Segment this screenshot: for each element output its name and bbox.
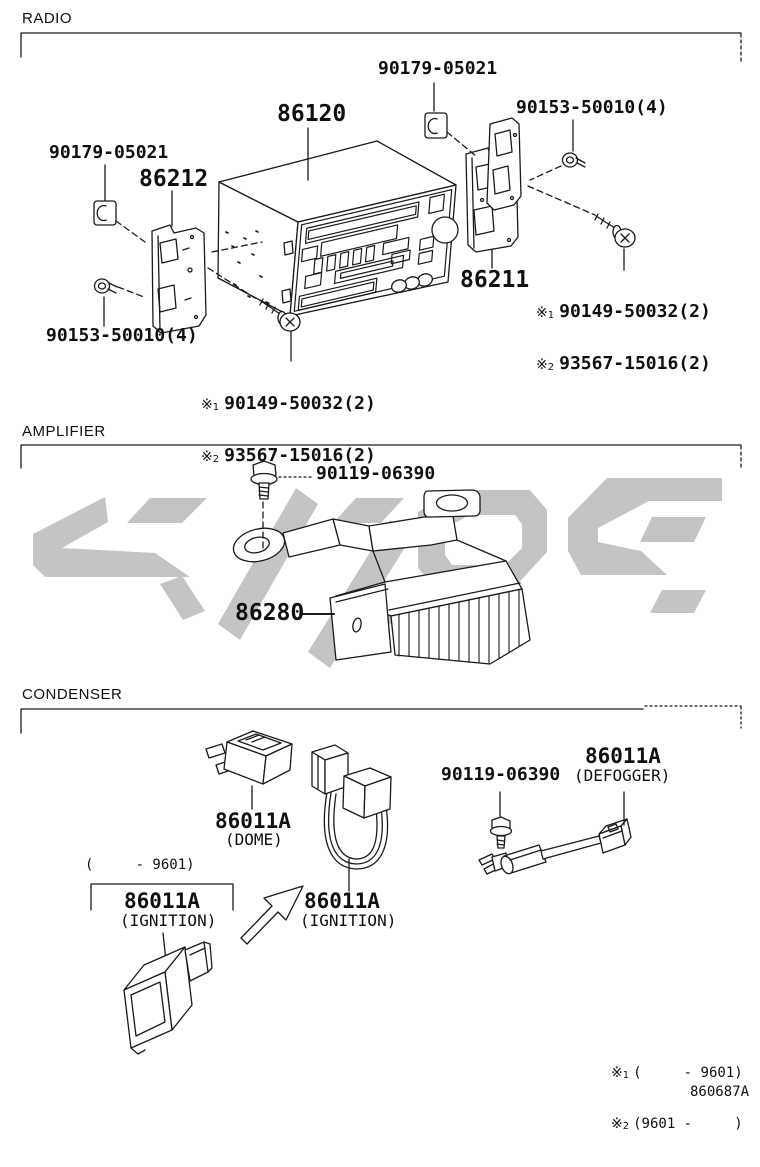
date-range-old-ignition: ( - 9601) (85, 857, 195, 873)
variant-label-defogger: (DEFOGGER) (574, 766, 671, 785)
footnote-part-row: ※2 93567-15016(2) (201, 445, 376, 467)
part-number-screw-variant: 93567-15016(2) (559, 353, 711, 375)
part-number-clip-left: 90179-05021 (49, 142, 169, 163)
footnote-part-row: ※2 93567-15016(2) (536, 353, 711, 375)
clip-nut-left-drawing (94, 201, 116, 225)
reference-mark: ※ (536, 357, 548, 374)
screw-90153-right-drawing (563, 153, 586, 167)
part-number-bracket-left: 86212 (139, 166, 209, 192)
part-number-amp-bolt: 90119-06390 (316, 463, 436, 484)
variant-label-ignition-old: (IGNITION) (120, 911, 217, 930)
screw-90153-left-drawing (95, 279, 118, 293)
bracket-86211-drawing (466, 118, 521, 252)
clip-nut-top-drawing (425, 113, 447, 138)
reference-mark: ※ (536, 304, 548, 321)
part-number-clip-top: 90179-05021 (378, 58, 498, 79)
part-number-screw-left: 90153-50010(4) (46, 325, 198, 346)
section-title-radio: RADIO (22, 10, 73, 27)
part-number-radio-unit: 86120 (277, 101, 347, 127)
footnote-part-row: ※1 90149-50032(2) (201, 392, 376, 414)
reference-mark: ※ (201, 396, 213, 413)
tuner-knob (432, 217, 458, 243)
section-title-amplifier: AMPLIFIER (22, 423, 106, 440)
figure-code: 860687A (690, 1084, 750, 1100)
part-number-screw-right: 90153-50010(4) (516, 97, 668, 118)
condenser-defogger-bolt-drawing (491, 817, 512, 848)
part-number-screw-variant: 90149-50032(2) (224, 392, 376, 414)
part-number-condenser-ignition-old: 86011A (124, 889, 200, 913)
reference-mark: ※ (611, 1116, 623, 1133)
section-frame-condenser (21, 706, 741, 733)
bracket-86212-drawing (152, 225, 206, 333)
footnote-parts-right (536, 269, 711, 408)
arrow-new-type (241, 886, 303, 944)
part-number-screw-variant: 90149-50032(2) (559, 300, 711, 322)
screw-90149-right-drawing (595, 214, 635, 247)
section-title-condenser: CONDENSER (22, 686, 123, 703)
part-number-bracket-right: 86211 (460, 267, 530, 293)
footnote-row: ※1 ( - 9601) (611, 1064, 743, 1081)
reference-mark: ※ (611, 1064, 623, 1081)
variant-label-ignition-new: (IGNITION) (300, 911, 397, 930)
part-number-screw-variant: 93567-15016(2) (224, 445, 376, 467)
variant-label-dome: (DOME) (225, 830, 283, 849)
radio-unit-drawing (218, 141, 458, 316)
part-number-condenser-dome: 86011A (215, 809, 291, 833)
part-number-condenser-ignition-new: 86011A (304, 889, 380, 913)
part-number-defogger-bolt: 90119-06390 (441, 764, 561, 785)
condenser-dome-drawing (206, 731, 292, 809)
part-number-condenser-defogger: 86011A (585, 744, 661, 768)
footnote-row: ※2 (9601 - ) (611, 1116, 743, 1133)
condenser-ignition-new-drawing (312, 745, 391, 891)
reference-mark: ※ (201, 449, 213, 466)
part-number-amplifier: 86280 (235, 600, 305, 626)
footnote-part-row: ※1 90149-50032(2) (536, 300, 711, 322)
